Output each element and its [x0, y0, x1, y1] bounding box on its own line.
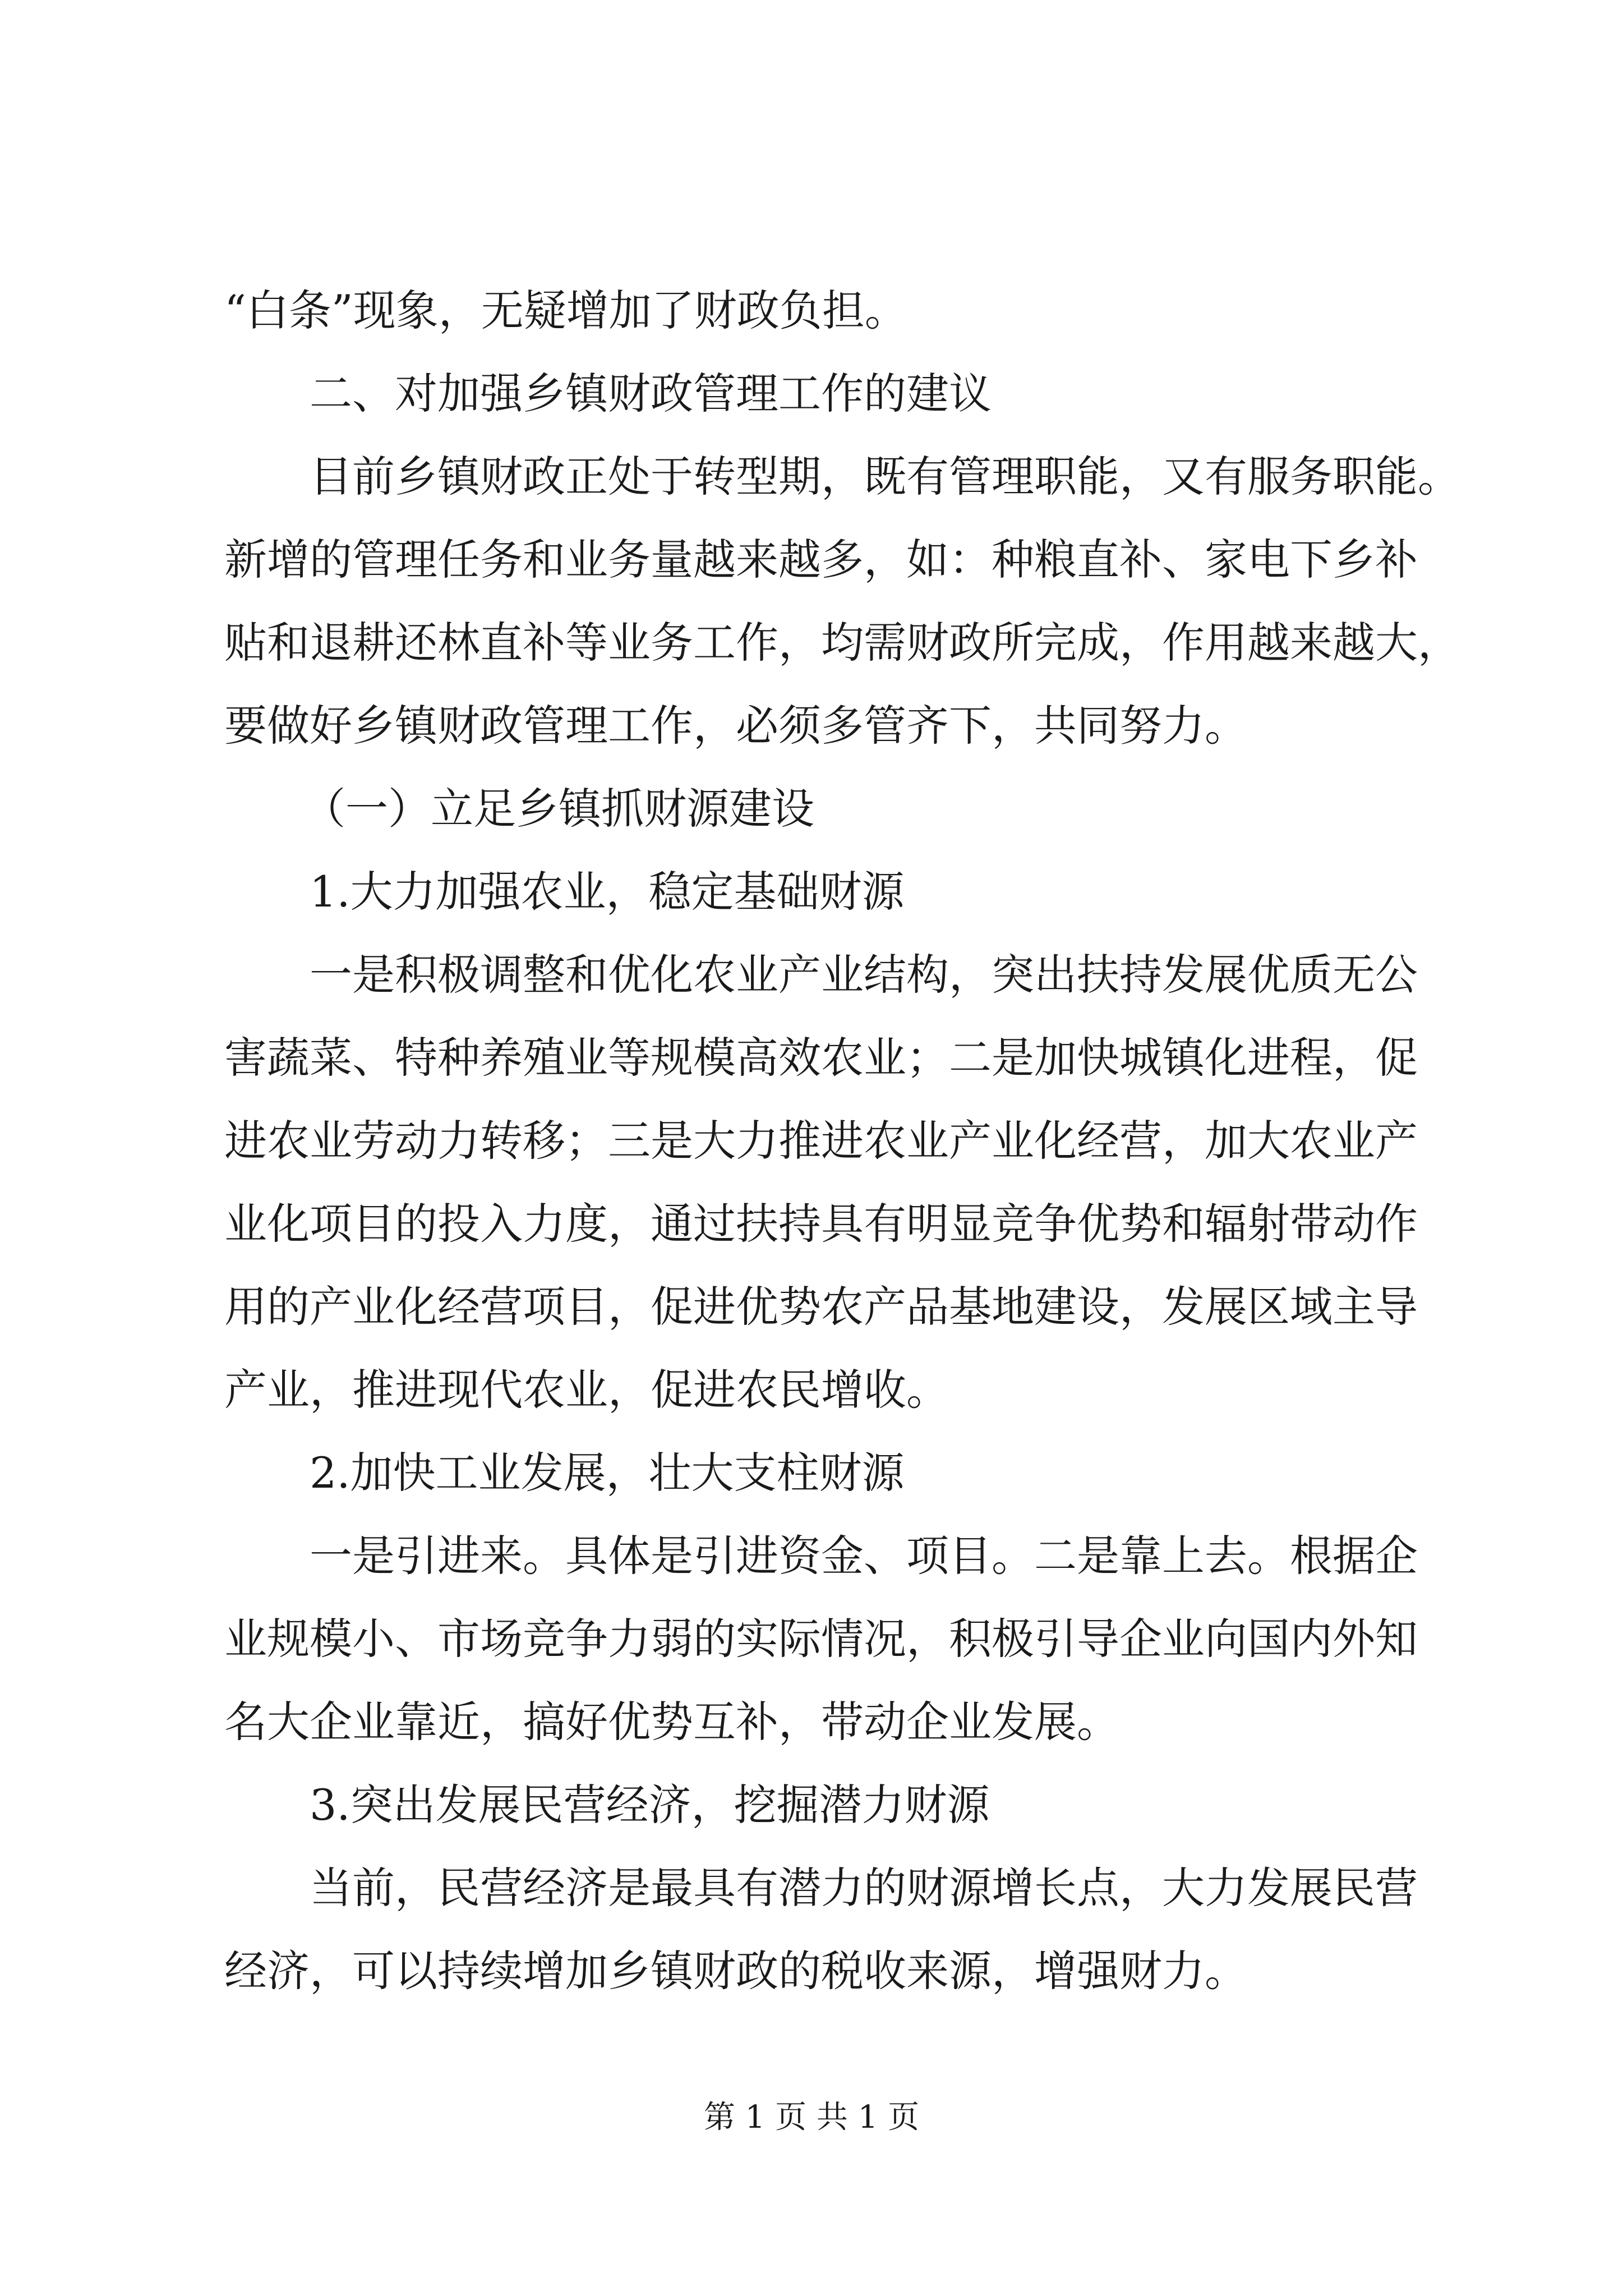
- paragraph-line: 进农业劳动力转移；三是大力推进农业产业化经营，加大农业产: [224, 1116, 1418, 1166]
- document-body: [224, 269, 1460, 2013]
- paragraph-line: 目前乡镇财政正处于转型期，既有管理职能，又有服务职能。: [310, 452, 1460, 501]
- paragraph-line: 一是引进来。具体是引进资金、项目。二是靠上去。根据企: [310, 1531, 1418, 1581]
- section-heading: 二、对加强乡镇财政管理工作的建议: [310, 369, 992, 418]
- paragraph-line: 贴和退耕还林直补等业务工作，均需财政所完成，作用越来越大，: [224, 618, 1460, 668]
- paragraph-line: 一是积极调整和优化农业产业结构，突出扶持发展优质无公: [310, 950, 1418, 1000]
- paragraph-line: 害蔬菜、特种养殖业等规模高效农业；二是加快城镇化进程，促: [224, 1033, 1418, 1083]
- paragraph-line: 业化项目的投入力度，通过扶持具有明显竞争优势和辐射带动作: [224, 1199, 1418, 1249]
- paragraph-line: 名大企业靠近，搞好优势互补，带动企业发展。: [224, 1697, 1119, 1747]
- paragraph-line: 新增的管理任务和业务量越来越多，如：种粮直补、家电下乡补: [224, 535, 1418, 585]
- item-heading: 2.加快工业发展，壮大支柱财源: [310, 1448, 905, 1498]
- subsection-heading: （一）立足乡镇抓财源建设: [303, 784, 814, 834]
- item-heading: 3.突出发展民营经济，挖掘潜力财源: [310, 1780, 990, 1830]
- paragraph-line: “白条”现象，无疑增加了财政负担。: [224, 286, 907, 335]
- paragraph-line: 经济，可以持续增加乡镇财政的税收来源，增强财力。: [224, 1946, 1247, 1996]
- item-heading: 1.大力加强农业，稳定基础财源: [310, 867, 905, 917]
- paragraph-line: 产业，推进现代农业，促进农民增收。: [224, 1365, 949, 1415]
- paragraph-line: 要做好乡镇财政管理工作，必须多管齐下，共同努力。: [224, 701, 1247, 751]
- page-footer: 第 1 页 共 1 页: [703, 2099, 920, 2136]
- paragraph-line: 业规模小、市场竞争力弱的实际情况，积极引导企业向国内外知: [224, 1614, 1418, 1664]
- paragraph-line: 当前，民营经济是最具有潜力的财源增长点，大力发展民营: [310, 1863, 1418, 1913]
- paragraph-line: 用的产业化经营项目，促进优势农产品基地建设，发展区域主导: [224, 1282, 1418, 1332]
